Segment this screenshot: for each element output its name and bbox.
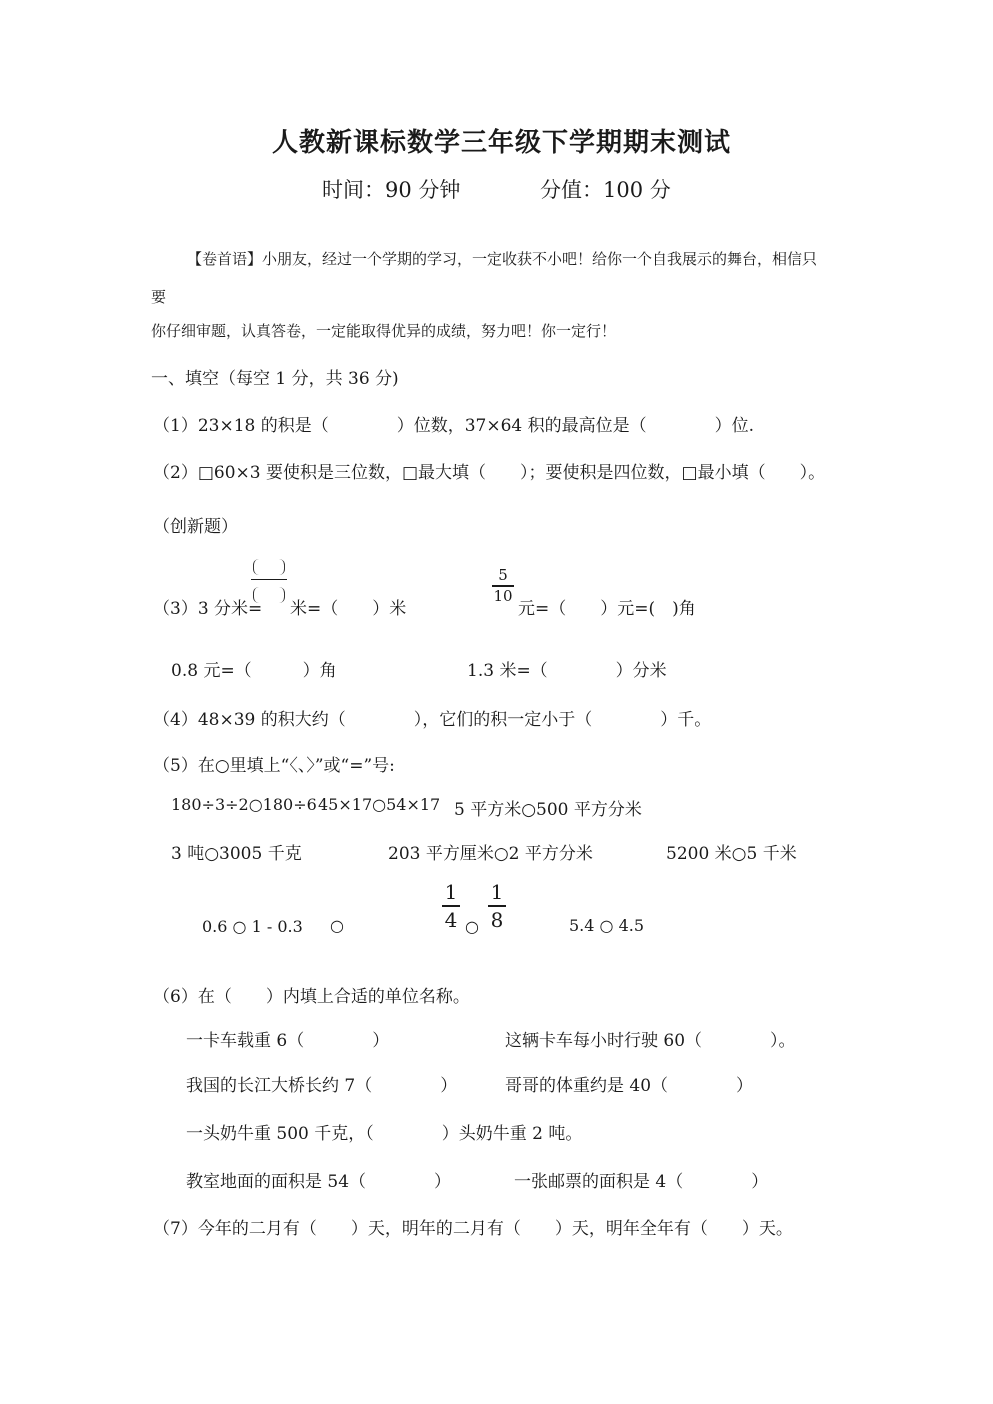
question-2-note: （创新题） <box>153 517 238 537</box>
compare-5: 203 平方厘米○2 平方分米 <box>388 844 593 864</box>
intro-line-1b: 要 <box>151 288 167 306</box>
fraction-five-tenths <box>492 568 514 604</box>
unit-item-7: 一张邮票的面积是 4（ ） <box>514 1172 769 1192</box>
fraction-denominator: 4 <box>444 908 458 932</box>
question-3-part-d: 0.8 元=（ ）角 <box>171 661 337 681</box>
question-3-part-c: 元=（ ）元=( )角 <box>518 599 696 619</box>
question-6: （6）在（ ）内填上合适的单位名称。 <box>153 987 470 1007</box>
exam-score: 分值：100 分 <box>540 178 671 202</box>
compare-8: 5.4 ○ 4.5 <box>569 916 645 935</box>
question-3-part-a: （3）3 分米= <box>153 599 263 619</box>
question-4: （4）48×39 的积大约（ ），它们的积一定小于（ ）千。 <box>153 710 712 730</box>
unit-item-1: 一卡车载重 6（ ） <box>186 1031 390 1051</box>
question-7: （7）今年的二月有（ ）天，明年的二月有（ ）天，明年全年有（ ）天。 <box>153 1219 793 1239</box>
question-1: （1）23×18 的积是（ ）位数，37×64 积的最高位是（ ）位. <box>153 416 755 436</box>
section-heading: 一、填空（每空 1 分，共 36 分) <box>151 369 399 389</box>
fraction-one-eighth <box>488 882 506 930</box>
compare-7: 0.6 ○ 1 - 0.3 <box>202 917 303 936</box>
page-title: 人教新课标数学三年级下学期期末测试 <box>272 128 732 158</box>
compare-1: 180÷3÷2○180÷6 <box>171 795 317 814</box>
unit-item-2: 这辆卡车每小时行驶 60（ ）。 <box>505 1031 796 1051</box>
fraction-numerator: 1 <box>490 880 504 904</box>
unit-item-6: 教室地面的面积是 54（ ） <box>186 1172 452 1192</box>
unit-item-4: 哥哥的体重约是 40（ ） <box>505 1076 754 1096</box>
exam-time: 时间：90 分钟 <box>322 178 461 202</box>
compare-2: 45×17○54×17 <box>318 795 441 814</box>
compare-6: 5200 米○5 千米 <box>666 844 797 864</box>
question-5: （5）在○里填上“〈、〉”或“=”号: <box>153 756 395 776</box>
fraction-numerator: 5 <box>498 566 508 584</box>
compare-3: 5 平方米○500 平方分米 <box>454 800 642 820</box>
unit-item-3: 我国的长江大桥长约 7（ ） <box>186 1076 458 1096</box>
compare-circle: ○ <box>330 916 344 935</box>
fraction-one-quarter <box>442 882 460 930</box>
compare-circle: ○ <box>465 917 479 936</box>
question-3-part-b: 米=（ ）米 <box>290 599 407 619</box>
blank-fraction <box>249 557 289 607</box>
fraction-denominator: 10 <box>493 587 513 605</box>
question-2: （2）□60×3 要使积是三位数，□最大填（ ）；要使积是四位数，□最小填（ ）。 <box>153 463 826 483</box>
fraction-denominator: 8 <box>490 908 504 932</box>
unit-item-5: 一头奶牛重 500 千克，（ ）头奶牛重 2 吨。 <box>186 1124 583 1144</box>
intro-line-1: 【卷首语】小朋友，经过一个学期的学习，一定收获不小吧！给你一个自我展示的舞台，相信只 <box>187 250 818 268</box>
fraction-numerator: 1 <box>444 880 458 904</box>
compare-4: 3 吨○3005 千克 <box>171 844 302 864</box>
intro-line-2: 你仔细审题，认真答卷，一定能取得优异的成绩，努力吧！你一定行！ <box>151 322 617 340</box>
question-3-part-e: 1.3 米=（ ）分米 <box>467 661 667 681</box>
